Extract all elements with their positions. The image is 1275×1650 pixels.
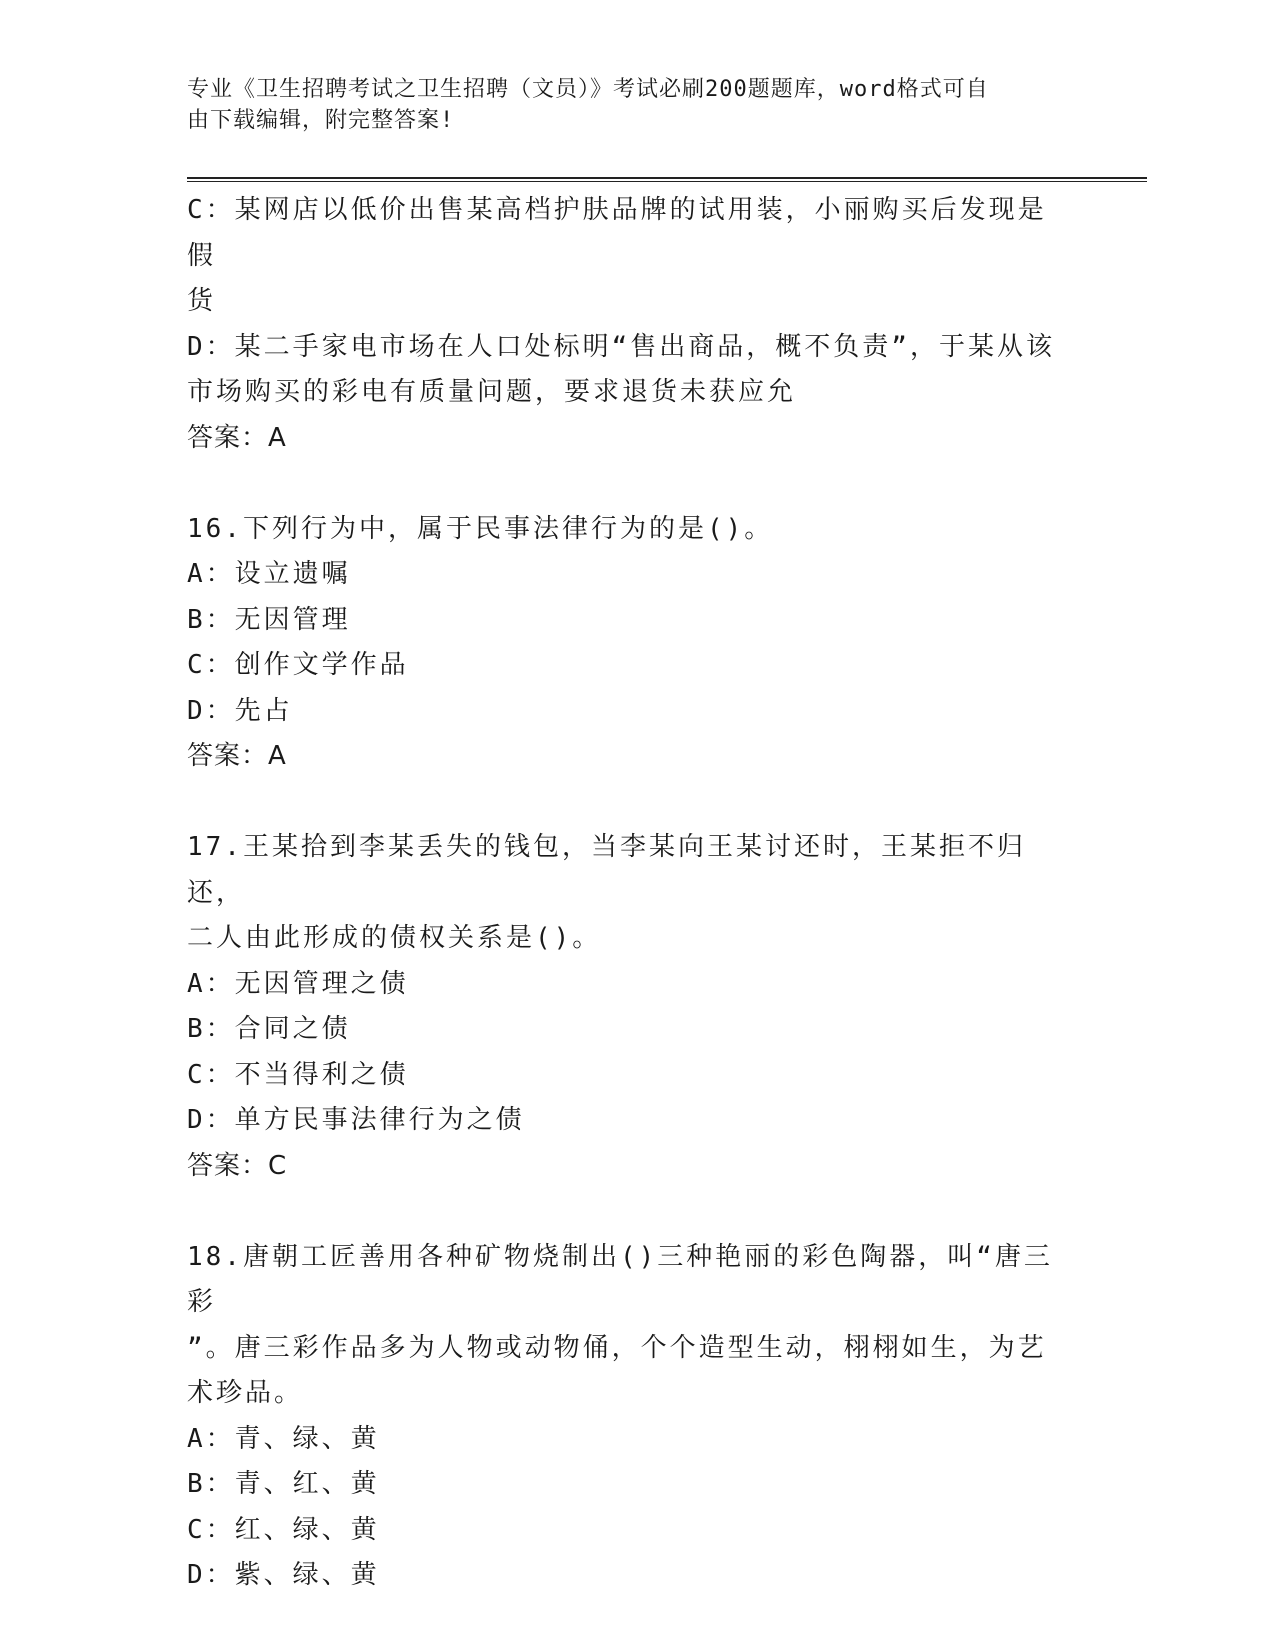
question-16-option-b: B：无因管理	[187, 604, 351, 635]
question-17-stem-line-1: 17.王某拾到李某丢失的钱包，当李某向王某讨还时，王某拒不归还，	[187, 832, 1026, 908]
question-17-stem-line-2: 二人由此形成的债权关系是()。	[187, 923, 602, 953]
answer-17: 答案：C	[187, 1150, 288, 1181]
document-header	[187, 74, 1067, 136]
question-18-option-a: A：青、绿、黄	[187, 1423, 380, 1454]
header-line-2: 由下载编辑，附完整答案!	[187, 108, 455, 133]
question-17-option-c: C：不当得利之债	[187, 1059, 409, 1090]
question-16-option-a: A：设立遗嘱	[187, 559, 351, 589]
question-17-option-a: A：无因管理之债	[187, 968, 409, 999]
header-line-1: 专业《卫生招聘考试之卫生招聘（文员）》考试必刷200题题库，word格式可自	[187, 77, 989, 102]
question-17-option-b: B：合同之债	[187, 1014, 351, 1044]
question-18-option-c: C：红、绿、黄	[187, 1514, 380, 1545]
spacer	[187, 1189, 1067, 1235]
question-18-stem-line-2: ”。唐三彩作品多为人物或动物俑，个个造型生动，栩栩如生，为艺	[187, 1332, 1047, 1363]
document-body	[187, 188, 1067, 1599]
question-18-option-b: B：青、红、黄	[187, 1469, 380, 1499]
question-16-stem: 16.下列行为中，属于民事法律行为的是()。	[187, 513, 774, 544]
question-15-continuation	[187, 188, 1067, 461]
question-18-stem-line-3: 术珍品。	[187, 1378, 304, 1408]
option-d-line-1: D：某二手家电市场在人口处标明“售出商品，概不负责”，于某从该	[187, 331, 1055, 362]
question-17	[187, 825, 1067, 1189]
question-18-option-d: D：紫、绿、黄	[187, 1560, 380, 1590]
answer-15: 答案：A	[187, 422, 287, 453]
question-16	[187, 507, 1067, 780]
header-divider	[187, 177, 1147, 182]
question-16-option-c: C：创作文学作品	[187, 650, 409, 680]
question-16-option-d: D：先占	[187, 695, 293, 726]
spacer	[187, 780, 1067, 826]
question-17-option-d: D：单方民事法律行为之债	[187, 1105, 525, 1135]
option-c-line-1: C：某网店以低价出售某高档护肤品牌的试用装，小丽购买后发现是假	[187, 195, 1047, 271]
spacer	[187, 461, 1067, 507]
option-c-line-2: 货	[187, 286, 217, 316]
question-18	[187, 1235, 1067, 1599]
question-18-stem-line-1: 18.唐朝工匠善用各种矿物烧制出()三种艳丽的彩色陶器，叫“唐三彩	[187, 1241, 1053, 1317]
answer-16: 答案：A	[187, 741, 287, 771]
option-d-line-2: 市场购买的彩电有质量问题，要求退货未获应允	[187, 377, 797, 407]
